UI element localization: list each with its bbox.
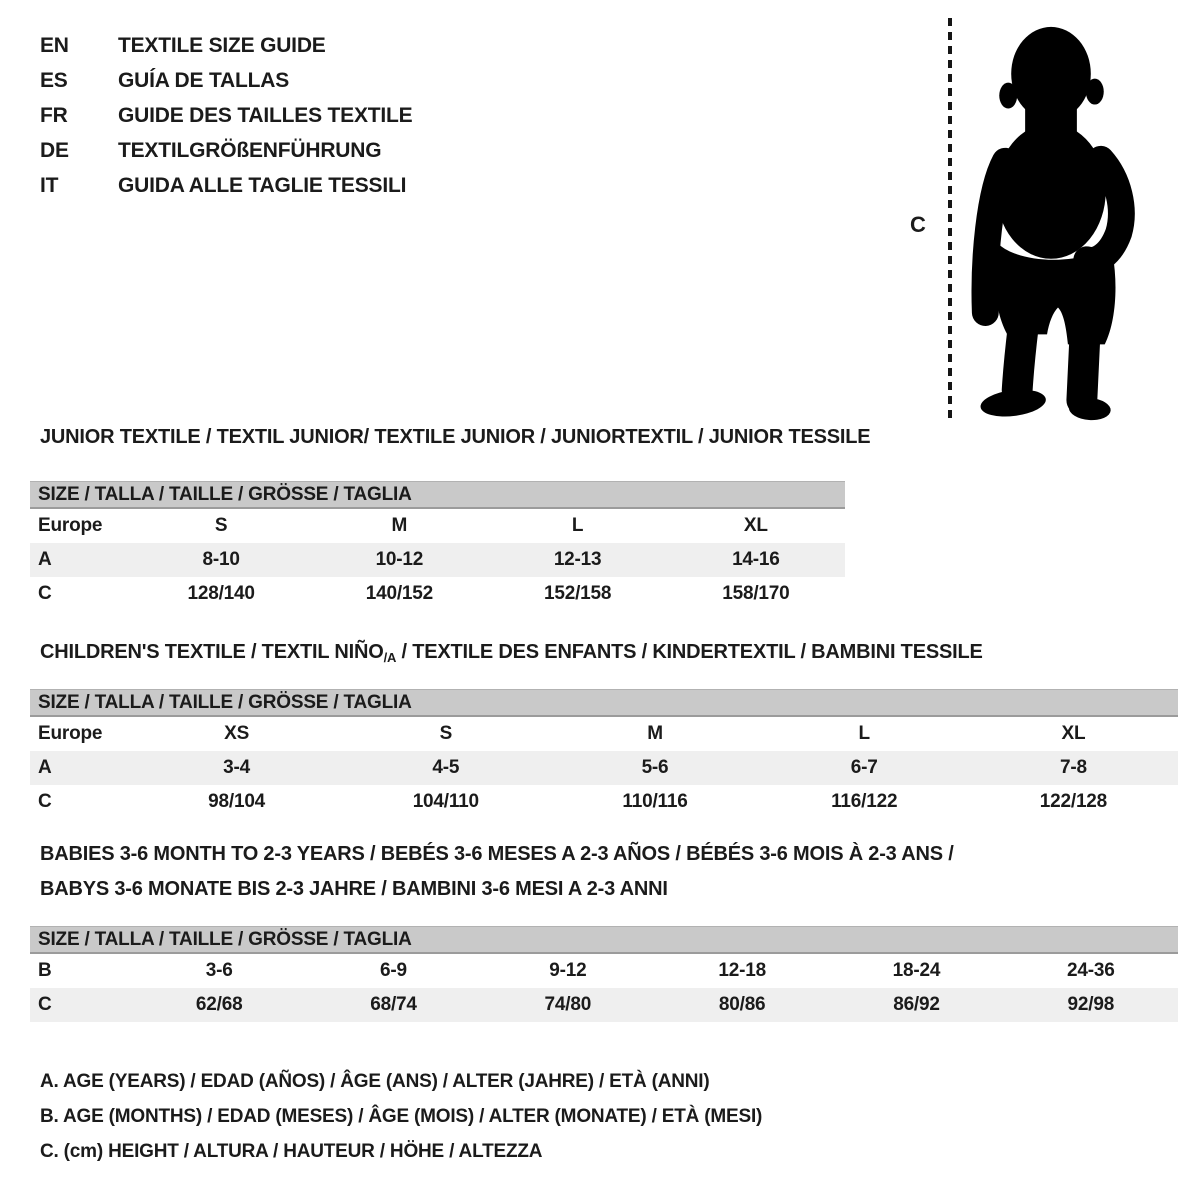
table-row-height bbox=[30, 577, 845, 611]
babies-section-title-line1: BABIES 3-6 MONTH TO 2-3 YEARS / BEBÉS 3-6 MESES A 2-3 AÑOS / BÉBÉS 3-6 MOIS À 2-3 ANS / bbox=[40, 843, 954, 865]
row-label: Europe bbox=[38, 723, 103, 744]
table-cell: 158/170 bbox=[722, 583, 790, 604]
table-cell: 8-10 bbox=[202, 549, 240, 570]
row-label: B bbox=[38, 960, 52, 981]
table-cell: 3-4 bbox=[223, 757, 251, 778]
children-size-table bbox=[30, 689, 1178, 819]
row-label: Europe bbox=[38, 515, 103, 536]
table-cell: XL bbox=[1061, 723, 1086, 744]
table-row-europe bbox=[30, 717, 1178, 751]
legend-line-b: B. AGE (MONTHS) / EDAD (MESES) / ÂGE (MOIS) / ALTER (MONATE) / ETÀ (MESI) bbox=[40, 1105, 763, 1127]
table-cell: 6-7 bbox=[850, 757, 878, 778]
legend-line-a: A. AGE (YEARS) / EDAD (AÑOS) / ÂGE (ANS) / ALTER (JAHRE) / ETÀ (ANNI) bbox=[40, 1070, 710, 1092]
language-title: TEXTILGRÖßENFÜHRUNG bbox=[118, 138, 382, 162]
height-measure-label: C bbox=[910, 212, 926, 237]
language-row-fr bbox=[40, 98, 412, 133]
table-row-height bbox=[30, 785, 1178, 819]
legend-line-c: C. (cm) HEIGHT / ALTURA / HAUTEUR / HÖHE / ALTEZZA bbox=[40, 1140, 543, 1162]
language-title: GUÍA DE TALLAS bbox=[118, 68, 290, 92]
row-label: A bbox=[38, 549, 52, 570]
children-title-prefix: CHILDREN'S TEXTILE / TEXTIL NIÑO bbox=[40, 641, 384, 663]
language-code: DE bbox=[40, 138, 69, 162]
table-row-age bbox=[30, 751, 1178, 785]
language-title: GUIDA ALLE TAGLIE TESSILI bbox=[118, 173, 407, 197]
table-row-age bbox=[30, 543, 845, 577]
table-cell: M bbox=[647, 723, 663, 744]
table-cell: 152/158 bbox=[543, 583, 612, 604]
row-label: C bbox=[38, 994, 52, 1015]
table-cell: S bbox=[439, 723, 453, 744]
language-title: GUIDE DES TAILLES TEXTILE bbox=[118, 103, 413, 127]
table-cell: 86/92 bbox=[893, 994, 940, 1015]
language-row-it bbox=[40, 168, 412, 203]
row-label: C bbox=[38, 791, 52, 812]
language-code: IT bbox=[40, 173, 59, 197]
table-cell: 7-8 bbox=[1059, 757, 1087, 778]
children-section-title bbox=[40, 641, 983, 665]
babies-size-table bbox=[30, 926, 1178, 1022]
children-title-subscript: /A bbox=[383, 650, 397, 665]
language-title-list bbox=[40, 28, 412, 203]
table-cell: L bbox=[858, 723, 870, 744]
language-row-en bbox=[40, 28, 412, 63]
size-header-bar: SIZE / TALLA / TAILLE / GRÖSSE / TAGLIA bbox=[30, 481, 845, 509]
table-cell: 92/98 bbox=[1067, 994, 1115, 1015]
children-title-suffix: / TEXTILE DES ENFANTS / KINDERTEXTIL / BAMBINI TESSILE bbox=[396, 641, 983, 663]
table-cell: 12-18 bbox=[718, 960, 766, 981]
table-cell: 3-6 bbox=[205, 960, 233, 981]
table-cell: 122/128 bbox=[1039, 791, 1108, 812]
table-cell: 14-16 bbox=[732, 549, 780, 570]
table-cell: 4-5 bbox=[432, 757, 460, 778]
language-code: EN bbox=[40, 33, 69, 57]
toddler-silhouette-icon bbox=[963, 14, 1141, 422]
table-cell: 18-24 bbox=[892, 960, 941, 981]
table-cell: 74/80 bbox=[544, 994, 592, 1015]
table-cell: 5-6 bbox=[641, 757, 669, 778]
table-row-months bbox=[30, 954, 1178, 988]
table-cell: 110/116 bbox=[622, 791, 688, 812]
table-row-height bbox=[30, 988, 1178, 1022]
junior-section-title: JUNIOR TEXTILE / TEXTIL JUNIOR/ TEXTILE JUNIOR / JUNIORTEXTIL / JUNIOR TESSILE bbox=[40, 426, 871, 448]
language-code: ES bbox=[40, 68, 68, 92]
size-header-bar: SIZE / TALLA / TAILLE / GRÖSSE / TAGLIA bbox=[30, 926, 1178, 954]
language-title: TEXTILE SIZE GUIDE bbox=[118, 33, 326, 57]
legend bbox=[40, 1064, 762, 1169]
table-cell: 9-12 bbox=[549, 960, 587, 981]
table-cell: 10-12 bbox=[375, 549, 424, 570]
table-cell: 116/122 bbox=[831, 791, 898, 812]
row-label: C bbox=[38, 583, 52, 604]
table-cell: XS bbox=[224, 723, 250, 744]
table-cell: XL bbox=[743, 515, 768, 536]
language-row-es bbox=[40, 63, 412, 98]
table-cell: 12-13 bbox=[553, 549, 602, 570]
table-cell: 80/86 bbox=[718, 994, 766, 1015]
table-cell: 24-36 bbox=[1067, 960, 1115, 981]
table-cell: 6-9 bbox=[380, 960, 407, 981]
height-dashed-line bbox=[948, 18, 952, 418]
table-cell: S bbox=[214, 515, 228, 536]
table-cell: 128/140 bbox=[187, 583, 255, 604]
junior-size-table bbox=[30, 481, 845, 611]
table-cell: 68/74 bbox=[370, 994, 417, 1015]
table-cell: 62/68 bbox=[195, 994, 243, 1015]
table-cell: 140/152 bbox=[365, 583, 434, 604]
language-row-de bbox=[40, 133, 412, 168]
babies-section-title-line2: BABYS 3-6 MONATE BIS 2-3 JAHRE / BAMBINI 3-6 MESI A 2-3 ANNI bbox=[40, 878, 668, 900]
table-cell: 104/110 bbox=[412, 791, 479, 812]
size-header-bar: SIZE / TALLA / TAILLE / GRÖSSE / TAGLIA bbox=[30, 689, 1178, 717]
row-label: A bbox=[38, 757, 52, 778]
table-cell: L bbox=[571, 515, 584, 536]
language-code: FR bbox=[40, 103, 68, 127]
table-row-europe bbox=[30, 509, 845, 543]
table-cell: M bbox=[391, 515, 408, 536]
table-cell: 98/104 bbox=[208, 791, 266, 812]
